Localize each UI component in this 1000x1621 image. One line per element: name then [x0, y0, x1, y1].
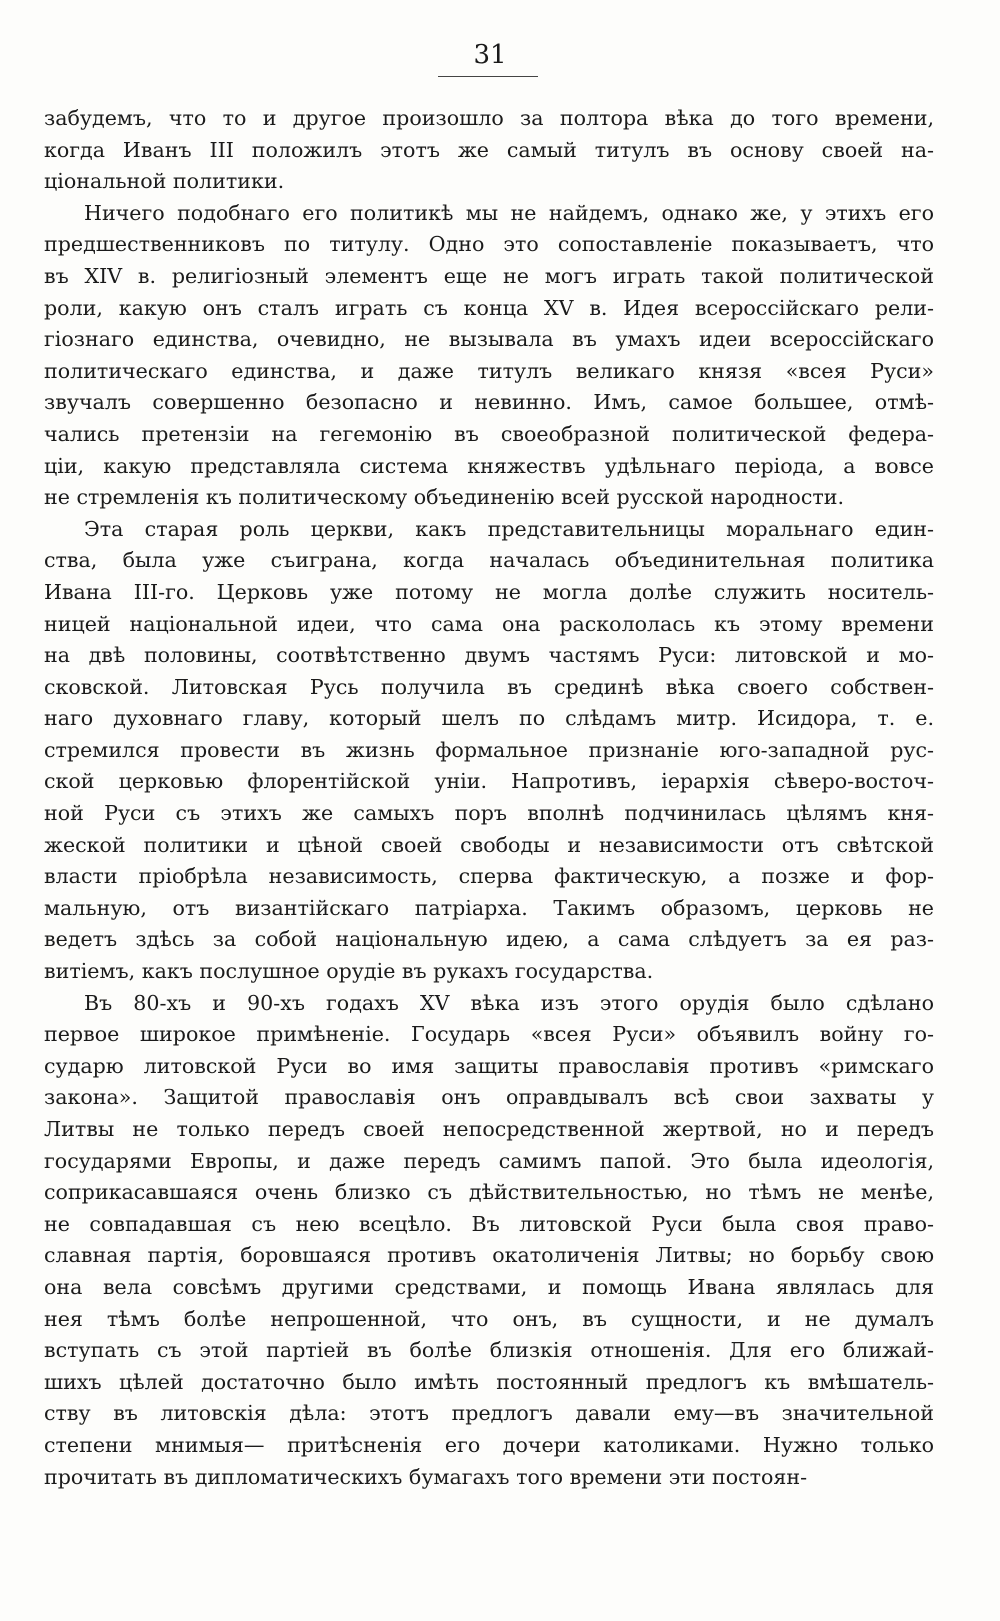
- text-line: предшественниковъ по титулу. Одно это сопоставленіе показываетъ, что: [44, 232, 934, 257]
- text-line: нея тѣмъ болѣе непрошенной, что онъ, въ сущности, и не думалъ: [44, 1306, 934, 1331]
- text-line: ства, была уже съиграна, когда началась объединительная политика: [44, 548, 934, 573]
- text-line: въ XIV в. религіозный элементъ еще не могъ играть такой политической: [44, 263, 934, 288]
- text-line: ницей національной идеи, что сама она раскололась къ этому времени: [44, 611, 934, 636]
- paragraph: [44, 103, 934, 198]
- paragraph: [44, 988, 934, 1494]
- text-line: жеской политики и цѣной своей свободы и независимости отъ свѣтской: [44, 832, 934, 857]
- text-line: наго духовнаго главу, который шелъ по слѣдамъ митр. Исидора, т. е.: [44, 706, 934, 731]
- text-line: она вела совсѣмъ другими средствами, и помощь Ивана являлась для: [44, 1274, 934, 1299]
- text-line: власти пріобрѣла независимость, сперва фактическую, а позже и фор-: [44, 864, 934, 889]
- text-line: сударю литовской Руси во имя защиты православія противъ «римскаго: [44, 1053, 934, 1078]
- text-line: сковской. Литовская Русь получила въ срединѣ вѣка своего собствен-: [44, 674, 934, 699]
- text-line: ству въ литовскія дѣла: этотъ предлогъ давали ему—въ значительной: [44, 1401, 934, 1426]
- text-line: прочитать въ дипломатическихъ бумагахъ того времени эти постоян-: [44, 1464, 808, 1489]
- text-line: Литвы не только передъ своей непосредственной жертвой, но и передъ: [44, 1117, 934, 1141]
- text-line: не совпадавшая съ нею всецѣло. Въ литовской Руси была своя право-: [44, 1211, 934, 1236]
- text-line: первое широкое примѣненіе. Государь «всея Руси» объявилъ войну го-: [44, 1022, 934, 1047]
- paragraph: [44, 198, 934, 514]
- text-line: забудемъ, что то и другое произошло за полтора вѣка до того времени,: [44, 106, 934, 130]
- text-line: витіемъ, какъ послушное орудіе въ рукахъ государства.: [44, 959, 654, 984]
- text-line: ціи, какую представляла система княжествъ удѣльнаго періода, а вовсе: [44, 453, 934, 478]
- text-line: вступать съ этой партіей въ болѣе близкія отношенія. Для его ближай-: [44, 1338, 934, 1363]
- text-line: роли, какую онъ сталъ играть съ конца XV в. Идея всероссійскаго рели-: [44, 295, 934, 320]
- text-line: ціональной политики.: [44, 169, 285, 194]
- text-line: звучалъ совершенно безопасно и невинно. Имъ, самое большее, отмѣ-: [44, 390, 934, 415]
- paragraph: [44, 514, 934, 988]
- text-line: на двѣ половины, соотвѣтственно двумъ частямъ Руси: литовской и мо-: [44, 643, 934, 668]
- text-line: шихъ цѣлей достаточно было имѣть постоянный предлогъ къ вмѣшатель-: [44, 1369, 934, 1394]
- text-line: политическаго единства, и даже титулъ великаго князя «всея Руси»: [44, 358, 934, 383]
- text-line: Ничего подобнаго его политикѣ мы не найдемъ, однако же, у этихъ его: [84, 200, 934, 225]
- text-line: соприкасавшаяся очень близко съ дѣйствительностью, но тѣмъ не менѣе,: [44, 1180, 934, 1205]
- text-line: стремился провести въ жизнь формальное признаніе юго-западной рус-: [44, 737, 934, 762]
- text-line: гіознаго единства, очевидно, не вызывала въ умахъ идеи всероссійскаго: [44, 327, 934, 352]
- text-line: когда Иванъ III положилъ этотъ же самый титулъ въ основу своей на-: [44, 137, 934, 162]
- text-line: степени мнимыя— притѣсненія его дочери католиками. Нужно только: [44, 1432, 934, 1457]
- text-line: не стремленія къ политическому объединенію всей русской народности.: [44, 485, 845, 510]
- text-line: ской церковью флорентійской уніи. Напротивъ, іерархія сѣверо-восточ-: [44, 769, 934, 794]
- text-line: закона». Защитой православія онъ оправдывалъ всѣ свои захваты у: [44, 1085, 934, 1110]
- text-line: государями Европы, и даже передъ самимъ папой. Это была идеологія,: [44, 1148, 934, 1173]
- text-line: Ивана III-го. Церковь уже потому не могла долѣе служить носитель-: [44, 579, 934, 604]
- page-number-rule: [438, 76, 538, 77]
- text-line: чались претензіи на гегемонію въ своеобразной политической федера-: [44, 421, 934, 446]
- body-text: [44, 103, 934, 1493]
- text-line: мальную, отъ византійскаго патріарха. Такимъ образомъ, церковь не: [44, 895, 934, 920]
- text-line: ной Руси съ этихъ же самыхъ поръ вполнѣ подчинилась цѣлямъ кня-: [44, 801, 934, 826]
- text-line: славная партія, боровшаяся противъ окатоличенія Литвы; но борьбу свою: [44, 1243, 934, 1268]
- text-line: Эта старая роль церкви, какъ представительницы моральнаго един-: [84, 516, 934, 541]
- text-line: ведетъ здѣсь за собой національную идею, а сама слѣдуетъ за ея раз-: [44, 927, 934, 952]
- text-line: Въ 80-хъ и 90-хъ годахъ XV вѣка изъ этого орудія было сдѣлано: [84, 990, 934, 1015]
- page-number: 31: [473, 40, 507, 70]
